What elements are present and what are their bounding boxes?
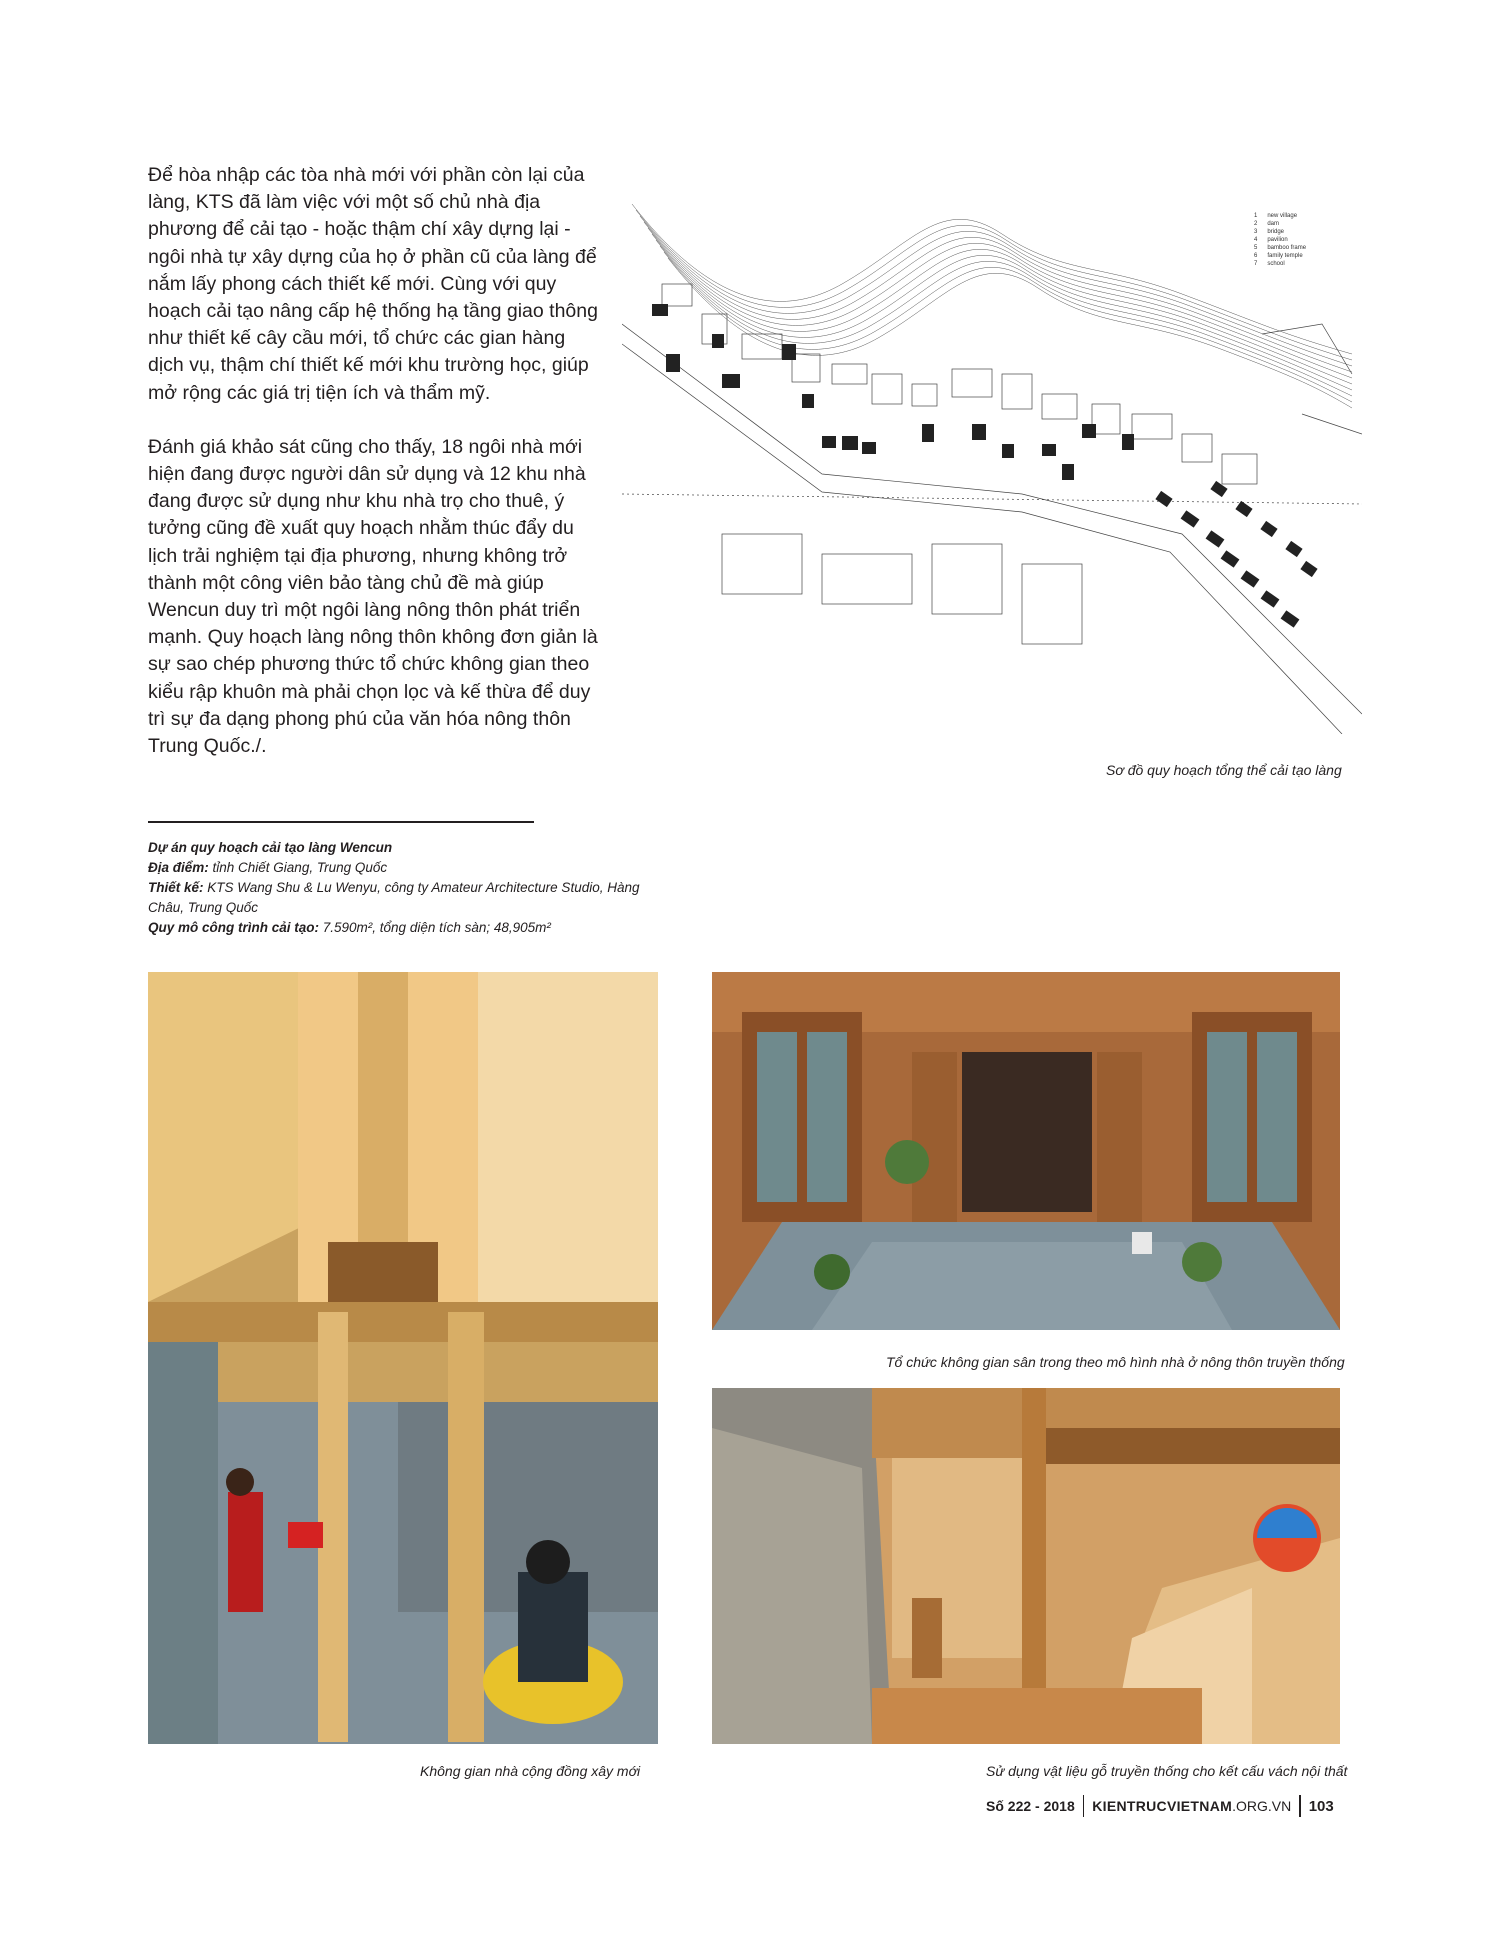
plan-legend (1254, 212, 1306, 268)
legend-item: 6 family temple (1254, 253, 1303, 259)
community-house-photo (148, 972, 658, 1744)
location-value: tỉnh Chiết Giang, Trung Quốc (208, 860, 388, 875)
plan-caption: Sơ đồ quy hoạch tổng thể cải tạo làng (1106, 762, 1342, 778)
legend-item: 3 bridge (1254, 229, 1285, 235)
page-number: 103 (1308, 1797, 1334, 1815)
location-label: Địa điểm: (148, 860, 209, 875)
community-house-caption: Không gian nhà cộng đồng xây mới (420, 1763, 641, 1779)
scale-value: 7.590m², tổng diện tích sàn; 48,905m² (319, 920, 551, 935)
legend-item: 2 dam (1254, 221, 1280, 227)
site-url: KIENTRUCVIETNAM.ORG.VN (1092, 1798, 1292, 1814)
article-paragraph-2: Đánh giá khảo sát cũng cho thấy, 18 ngôi nhà mới hiện đang được người dân sử dụng và 12 khu nhà đang được sử dụng như khu nhà trọ cho thuê, ý tưởng cũng đề xuất quy hoạch nhằm thúc đẩy du lịch trải nghiệm tại địa phương, nhưng không trở thành một công viên bảo tàng chủ đề mà giúp Wencun duy trì một ngôi làng nông thôn phát triển mạnh. Quy hoạch làng nông thôn không đơn giản là sự sao chép phương thức tổ chức không gian theo kiểu rập khuôn mà phải chọn lọc và kế thừa để duy trì sự đa dạng phong phú của văn hóa nông thôn Trung Quốc./. (148, 435, 598, 758)
article-body (148, 162, 598, 787)
scale-label: Quy mô công trình cải tạo: (148, 920, 320, 935)
footer-separator (1299, 1795, 1301, 1817)
footer-separator (1083, 1795, 1085, 1817)
article-paragraph-1: Để hòa nhập các tòa nhà mới với phần còn lại của làng, KTS đã làm việc với một số chủ nhà địa phương để cải tạo - hoặc thậm chí xây dựng lại - ngôi nhà tự xây dựng của họ ở phần cũ của làng để nắm lấy phong cách thiết kế mới. Cùng với quy hoạch cải tạo nâng cấp hệ thống hạ tầng giao thông như thiết kế cây cầu mới, tổ chức các gian hàng dịch vụ, thậm chí thiết kế mới khu trường học, giúp mở rộng các giá trị tiện ích và thẩm mỹ. (148, 164, 598, 404)
credits-rule (148, 821, 534, 823)
legend-item: 7 school (1254, 261, 1285, 267)
courtyard-caption: Tổ chức không gian sân trong theo mô hình nhà ở nông thôn truyền thống (886, 1354, 1345, 1370)
issue-number: Số 222 - 2018 (986, 1798, 1075, 1814)
interior-photo (712, 1388, 1340, 1744)
interior-caption: Sử dụng vật liệu gỗ truyền thống cho kết cấu vách nội thất (986, 1763, 1348, 1779)
design-value: KTS Wang Shu & Lu Wenyu, công ty Amateur Architecture Studio, Hàng Châu, Trung Quốc (148, 880, 640, 915)
legend-item: 1 new village (1254, 213, 1298, 219)
legend-item: 5 bamboo frame (1254, 245, 1307, 251)
legend-item: 4 pavilion (1254, 237, 1288, 243)
page-footer (986, 1796, 1334, 1816)
courtyard-photo (712, 972, 1340, 1330)
design-label: Thiết kế: (148, 880, 204, 895)
project-credits (148, 838, 648, 938)
site-plan-drawing (622, 174, 1362, 734)
project-name: Dự án quy hoạch cải tạo làng Wencun (148, 840, 393, 855)
